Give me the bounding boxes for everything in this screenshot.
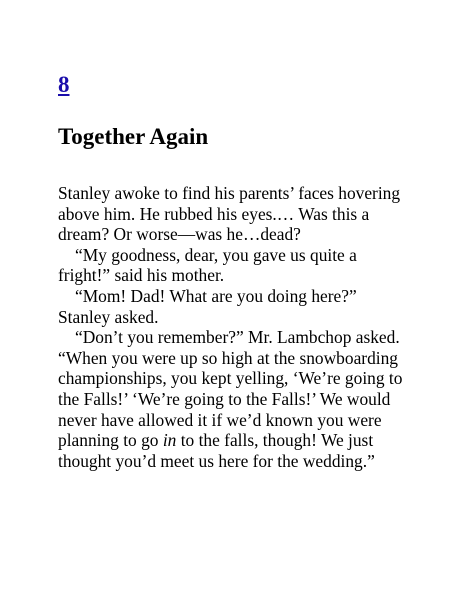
text-line: championships, you kept yelling, ‘We’re going to [58, 368, 403, 389]
text-line: “Mom! Dad! What are you doing here?” [75, 285, 357, 306]
chapter-title: Together Again [58, 124, 209, 149]
text-line: fright!” said his mother. [58, 265, 225, 286]
emphasized-word: in [162, 430, 177, 451]
text-line: “My goodness, dear, you gave us quite a [75, 244, 357, 265]
chapter-body [58, 183, 408, 471]
text-line: “When you were up so high at the snowboarding [58, 347, 399, 368]
text-fragment: to the falls, though! We just [176, 430, 374, 451]
text-line: above him. He rubbed his eyes.… Was this a [58, 203, 370, 224]
text-line: Stanley asked. [58, 306, 159, 327]
text-line: Stanley awoke to find his parents’ faces hovering [58, 183, 401, 203]
text-line: dream? Or worse—was he…dead? [58, 224, 301, 245]
text-line: never have allowed it if we’d known you were [58, 409, 382, 430]
text-line: “Don’t you remember?” Mr. Lambchop asked. [75, 327, 400, 348]
text-line [58, 430, 408, 451]
text-fragment: planning to go [58, 430, 163, 451]
text-line: the Falls!’ ‘We’re going to the Falls!’ We would [58, 388, 391, 409]
chapter-number-link[interactable]: 8 [58, 72, 70, 97]
text-line: thought you’d meet us here for the wedding.” [58, 450, 375, 471]
